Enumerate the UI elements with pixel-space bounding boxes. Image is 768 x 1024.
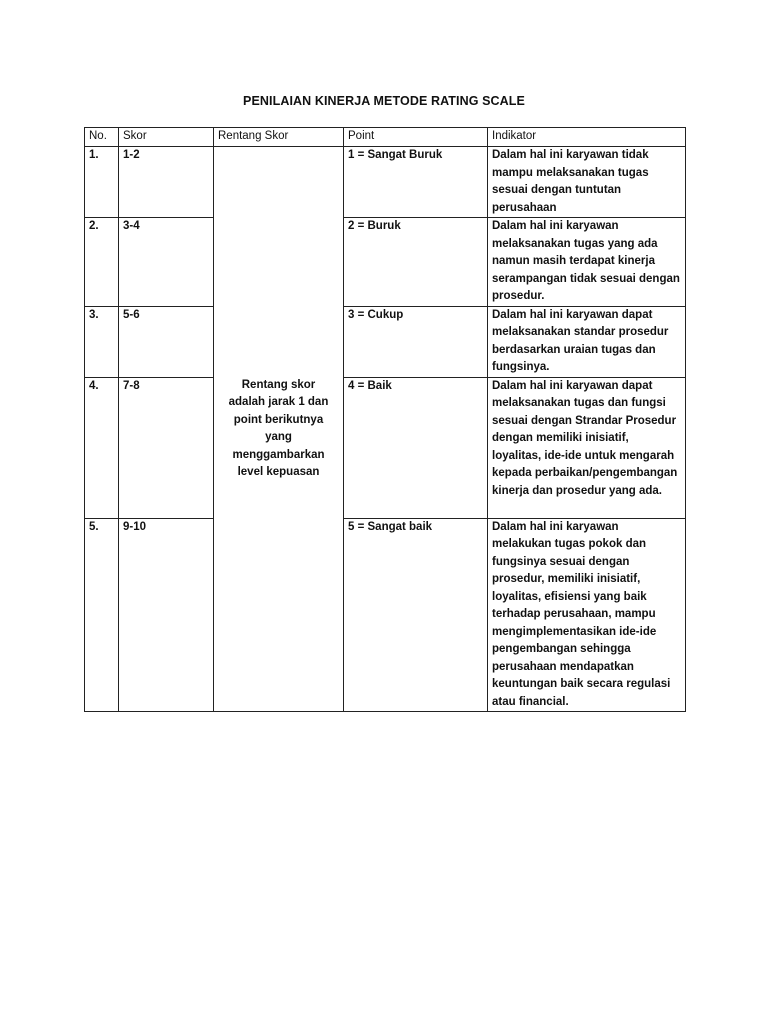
cell-no: 2. (85, 218, 119, 307)
cell-indikator: Dalam hal ini karyawan melaksanakan tugas yang ada namun masih terdapat kinerja serampangan tidak sesuai dengan prosedur. (488, 218, 686, 307)
cell-skor: 1-2 (119, 147, 214, 218)
table-row (85, 218, 686, 307)
cell-skor: 9-10 (119, 518, 214, 712)
table-body (85, 147, 686, 712)
header-skor: Skor (119, 128, 214, 147)
header-indikator: Indikator (488, 128, 686, 147)
cell-skor: 7-8 (119, 377, 214, 518)
cell-point: 1 = Sangat Buruk (344, 147, 488, 218)
cell-point: 4 = Baik (344, 377, 488, 518)
cell-rentang-skor: Rentang skor adalah jarak 1 dan point berikutnya yang menggambarkan level kepuasan (214, 147, 344, 712)
cell-skor: 3-4 (119, 218, 214, 307)
table-header (85, 128, 686, 147)
table-row (85, 306, 686, 377)
table-row (85, 377, 686, 518)
cell-point: 3 = Cukup (344, 306, 488, 377)
header-rentang-skor: Rentang Skor (214, 128, 344, 147)
page-title: PENILAIAN KINERJA METODE RATING SCALE (243, 94, 525, 108)
header-point: Point (344, 128, 488, 147)
cell-no: 3. (85, 306, 119, 377)
cell-point: 2 = Buruk (344, 218, 488, 307)
cell-no: 4. (85, 377, 119, 518)
header-row (85, 128, 686, 147)
cell-indikator: Dalam hal ini karyawan tidak mampu melaksanakan tugas sesuai dengan tuntutan perusahaan (488, 147, 686, 218)
cell-indikator: Dalam hal ini karyawan dapat melaksanakan standar prosedur berdasarkan uraian tugas dan fungsinya. (488, 306, 686, 377)
cell-skor: 5-6 (119, 306, 214, 377)
rating-scale-table (84, 127, 686, 712)
cell-no: 1. (85, 147, 119, 218)
cell-indikator: Dalam hal ini karyawan melakukan tugas pokok dan fungsinya sesuai dengan prosedur, memiliki inisiatif, loyalitas, efisiensi yang baik terhadap perusahaan, mampu mengimplementasikan ide-ide pengembangan sehingga perusahaan mendapatkan keuntungan baik secara regulasi atau financial. (488, 518, 686, 712)
table-row (85, 147, 686, 218)
header-no: No. (85, 128, 119, 147)
cell-indikator: Dalam hal ini karyawan dapat melaksanakan tugas dan fungsi sesuai dengan Strandar Prosedur dengan memiliki inisiatif, loyalitas, ide-ide untuk mengarah kepada perbaikan/pengembangan kinerja dan prosedur yang ada. (488, 377, 686, 518)
table-row (85, 518, 686, 712)
cell-no: 5. (85, 518, 119, 712)
cell-point: 5 = Sangat baik (344, 518, 488, 712)
